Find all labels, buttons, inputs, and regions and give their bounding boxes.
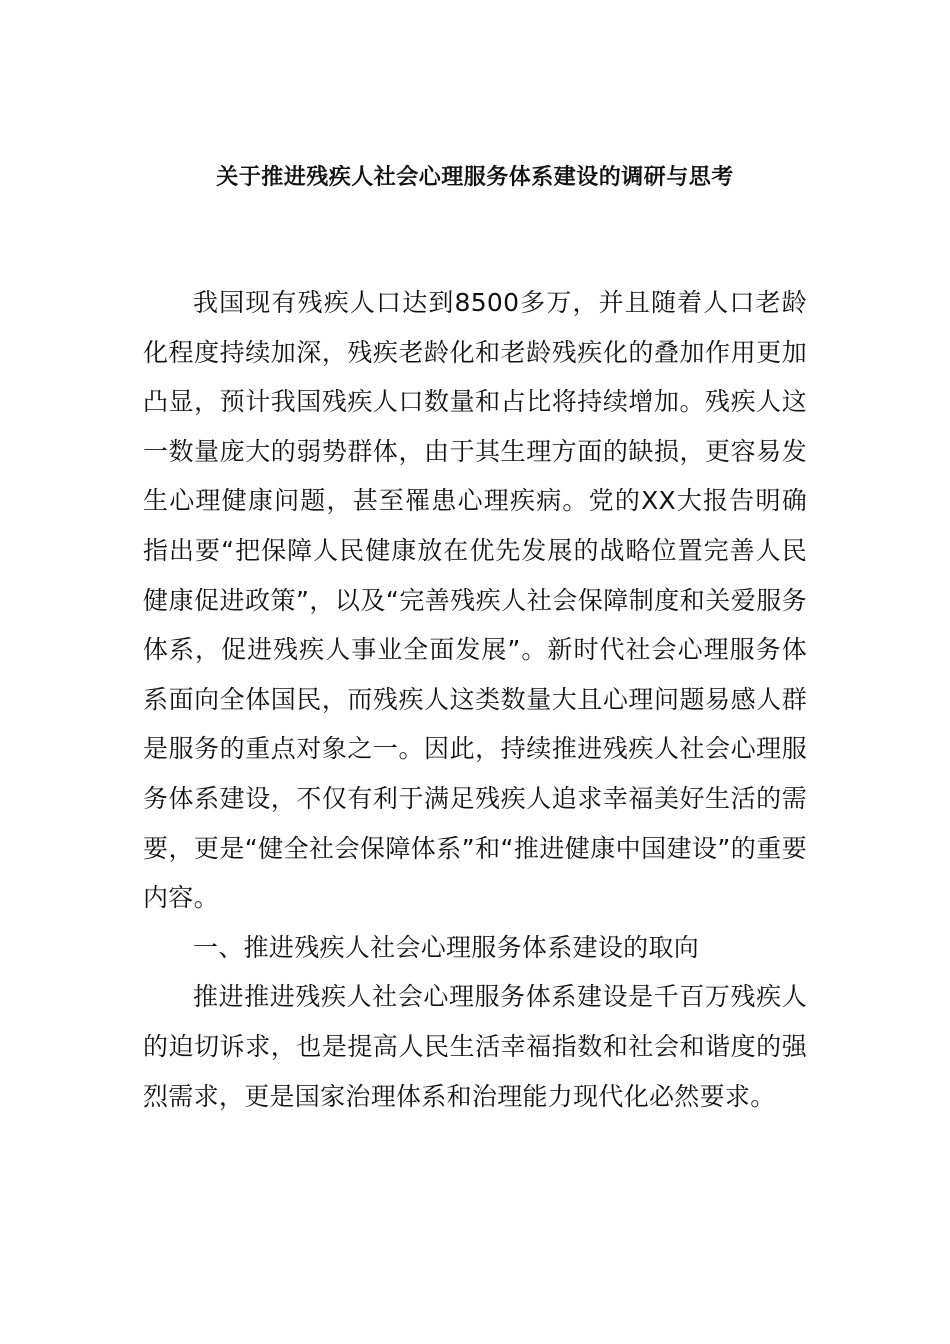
document-body <box>143 278 807 1121</box>
section-heading: 一、推进残疾人社会心理服务体系建设的取向 <box>193 932 700 962</box>
section-paragraph: 推进推进残疾人社会心理服务体系建设是千百万残疾人的迫切诉求，也是提高人民生活幸福指数和社会和谐度的强烈需求，更是国家治理体系和治理能力现代化必然要求。 <box>143 982 807 1111</box>
document-title: 关于推进残疾人社会心理服务体系建设的调研与思考 <box>216 165 734 190</box>
intro-paragraph: 我国现有残疾人口达到8500多万，并且随着人口老龄化程度持续加深，残疾老龄化和老龄残疾化的叠加作用更加凸显，预计我国残疾人口数量和占比将持续增加。残疾人这一数量庞大的弱势群体，由于其生理方面的缺损，更容易发生心理健康问题，甚至罹患心理疾病。党的XX大报告明确指出要“把保障人民健康放在优先发展的战略位置完善人民健康促进政策”，以及“完善残疾人社会保障制度和关爱服务体系，促进残疾人事业全面发展”。新时代社会心理服务体系面向全体国民，而残疾人这类数量大且心理问题易感人群是服务的重点对象之一。因此，持续推进残疾人社会心理服务体系建设，不仅有利于满足残疾人追求幸福美好生活的需要，更是“健全社会保障体系”和“推进健康中国建设”的重要内容。 <box>143 288 807 913</box>
